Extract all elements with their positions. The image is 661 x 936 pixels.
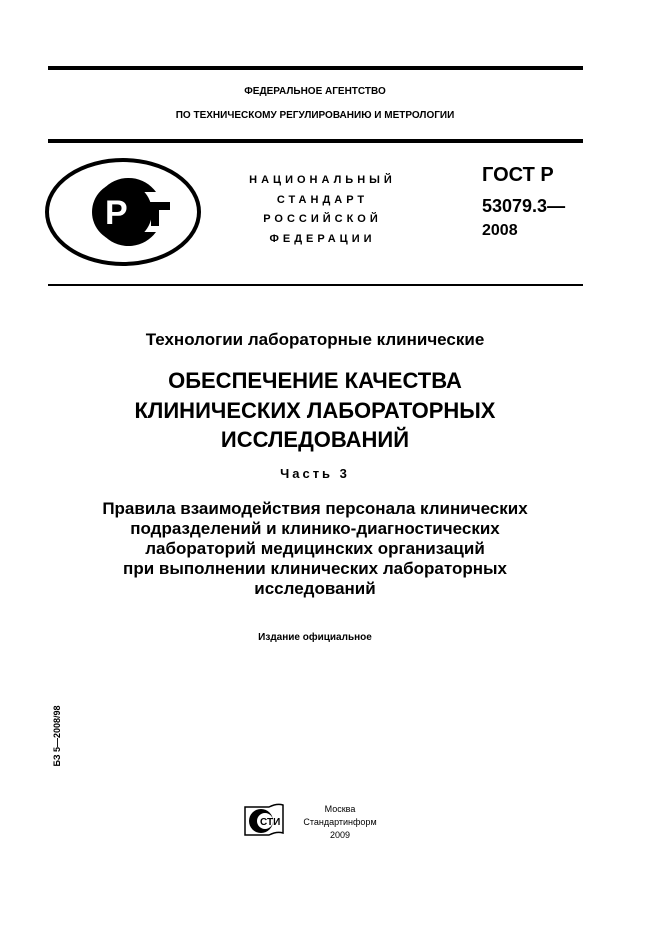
designation-line2: 53079.3— — [482, 196, 566, 216]
title-line2: КЛИНИЧЕСКИХ ЛАБОРАТОРНЫХ — [134, 398, 496, 423]
header-rule — [48, 139, 583, 143]
publisher-name: Стандартинформ — [303, 817, 377, 827]
top-rule — [48, 66, 583, 70]
designation-line1: ГОСТ Р — [482, 164, 554, 186]
svg-text:СТИ: СТИ — [260, 817, 281, 828]
title-line1: ОБЕСПЕЧЕНИЕ КАЧЕСТВА — [168, 368, 462, 393]
title-line3: ИССЛЕДОВАНИЙ — [220, 427, 410, 452]
standartinform-logo — [243, 803, 285, 837]
side-code: БЗ 5—2008/98 — [52, 705, 62, 767]
header-bottom-rule — [48, 284, 583, 286]
national-standard-line2: СТАНДАРТ — [276, 194, 369, 206]
part-title-line5: исследований — [254, 579, 376, 598]
publisher-year: 2009 — [329, 830, 351, 840]
part-number: Часть 3 — [280, 466, 350, 481]
agency-line2: ПО ТЕХНИЧЕСКОМУ РЕГУЛИРОВАНИЮ И МЕТРОЛОГИИ — [175, 110, 455, 121]
national-standard-line4: ФЕДЕРАЦИИ — [269, 233, 376, 245]
part-title-line2: подразделений и клинико-диагностических — [130, 519, 500, 538]
part-title-line4: при выполнении клинических лабораторных — [123, 559, 507, 578]
subject: Технологии лабораторные клинические — [145, 330, 485, 349]
agency-line1: ФЕДЕРАЛЬНОЕ АГЕНТСТВО — [244, 86, 386, 97]
part-title-line3: лабораторий медицинских организаций — [145, 539, 485, 558]
national-standard-line1: НАЦИОНАЛЬНЫЙ — [249, 174, 396, 186]
gost-r-logo — [44, 156, 202, 268]
edition: Издание официальное — [258, 632, 372, 643]
publisher-city: Москва — [324, 804, 356, 814]
national-standard-line3: РОССИЙСКОЙ — [263, 213, 382, 225]
designation-line3: 2008 — [482, 222, 518, 239]
svg-text:P: P — [105, 194, 128, 232]
part-title-line1: Правила взаимодействия персонала клинических — [102, 499, 528, 518]
